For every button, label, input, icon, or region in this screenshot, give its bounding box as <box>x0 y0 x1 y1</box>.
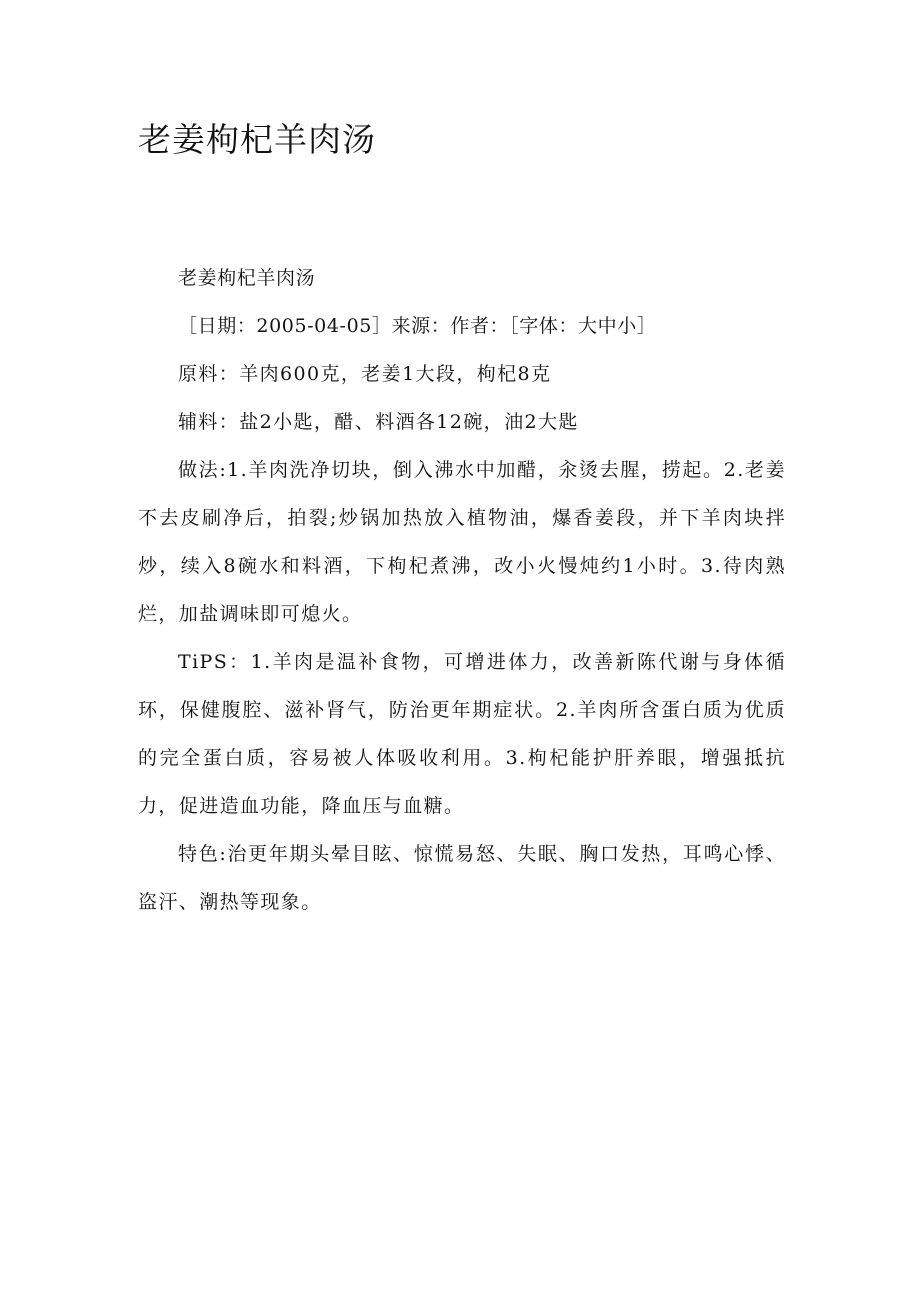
tips-paragraph: TiPS：1.羊肉是温补食物，可增进体力，改善新陈代谢与身体循环，保健腹腔、滋补肾气，防治更年期症状。2.羊肉所含蛋白质为优质的完全蛋白质，容易被人体吸收利用。3.枸杞能护肝养眼，增强抵抗力，促进造血功能，降血压与血糖。 <box>138 651 786 817</box>
meta-line: ［日期：2005-04-05］来源：作者：［字体：大中小］ <box>178 315 657 337</box>
document-body <box>138 254 786 926</box>
ingredients-main: 原料：羊肉600克，老姜1大段，枸杞8克 <box>178 363 552 385</box>
ingredients-secondary: 辅料：盐2小匙，醋、料酒各12碗，油2大匙 <box>178 411 579 433</box>
method-paragraph: 做法:1.羊肉洗净切块，倒入沸水中加醋，汆烫去腥，捞起。2.老姜不去皮刷净后，拍裂;炒锅加热放入植物油，爆香姜段，并下羊肉块拌炒，续入8碗水和料酒，下枸杞煮沸，改小火慢炖约1小时。3.待肉熟烂，加盐调味即可熄火。 <box>138 459 786 625</box>
recipe-heading: 老姜枸杞羊肉汤 <box>178 267 316 289</box>
document-title: 老姜枸杞羊肉汤 <box>138 120 376 159</box>
feature-paragraph: 特色:治更年期头晕目眩、惊慌易怒、失眠、胸口发热，耳鸣心悸、盗汗、潮热等现象。 <box>138 843 786 913</box>
